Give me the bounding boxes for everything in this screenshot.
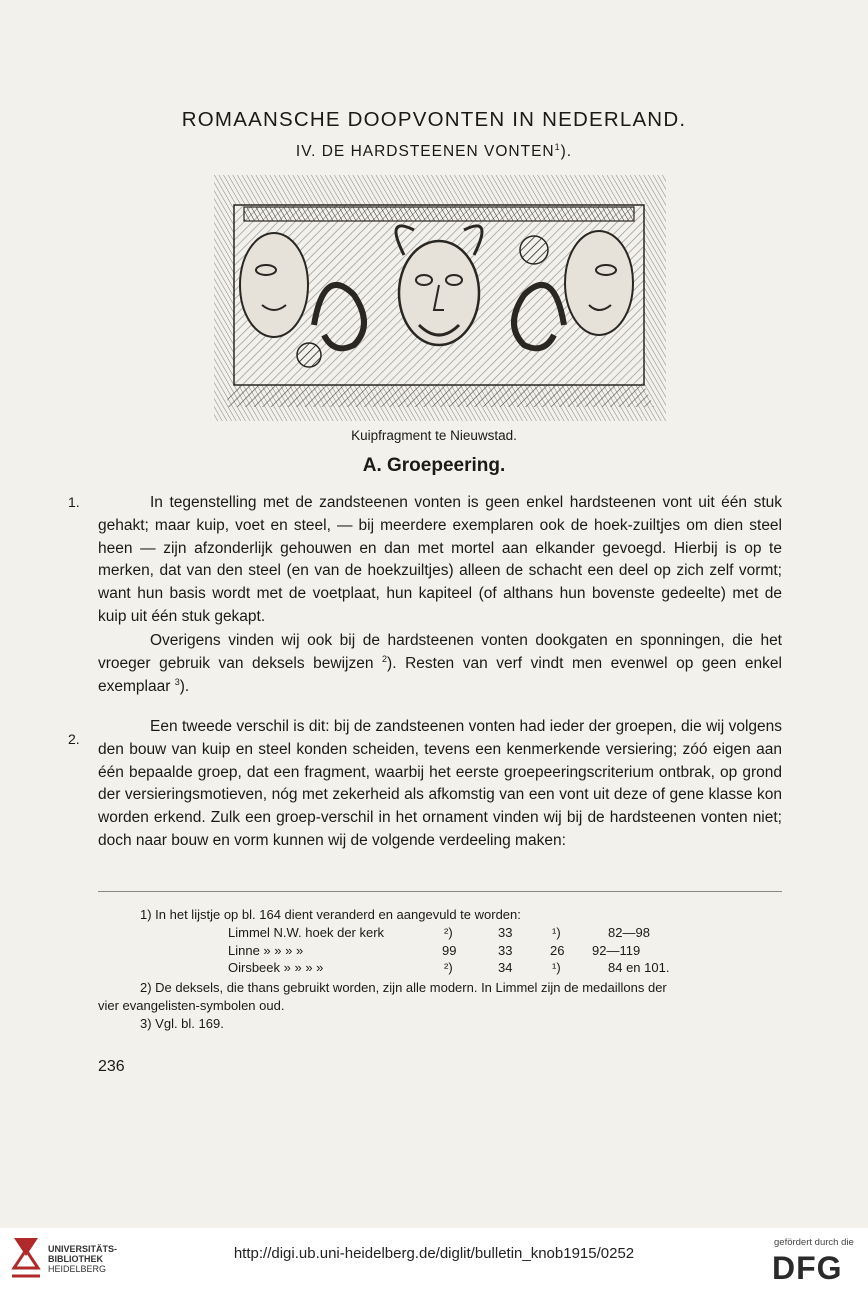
row-col-d: 82—98: [608, 925, 650, 940]
paragraph-1-text: In tegenstelling met de zandsteenen vonten is geen enkel hardsteenen vont uit één stuk gehakt; maar kuip, voet en steel, — bij meerdere exemplaren ook de hoek-zuiltjes om dien steel heen — zijn afzonderlijk gehouwen en dan met mortel aan elkander gevoegd. Hierbij is op te merken, dat van den steel (en van de hoekzuiltjes) alleen de schacht een deel op zich zelf vormt; want hun basis wordt met de voetplaat, hun kapiteel (of althans hun bovenste gedeelte) met de kuip uit één stuk gekapt.: [98, 494, 782, 625]
paragraph-2-text-b: ). Resten van verf vindt men evenwel op geen enkel exemplaar: [98, 654, 782, 695]
article-subtitle: [0, 143, 868, 161]
footnote-2-line-1: 2) De deksels, die thans gebruikt worden, zijn alle modern. In Limmel zijn de medaillons der: [140, 980, 667, 995]
library-line-1: UNIVERSITÄTS-: [48, 1244, 118, 1254]
paragraph-number-2: 2.: [68, 731, 80, 747]
footnote-divider: [98, 891, 782, 892]
paragraph-1: [98, 492, 782, 629]
dfg-logo: DFG: [772, 1250, 843, 1286]
library-line-2: BIBLIOTHEK: [48, 1254, 103, 1264]
row-name: Oirsbeek » » » »: [228, 960, 324, 975]
page-number: 236: [98, 1058, 125, 1075]
paragraph-2: [98, 630, 782, 698]
row-col-a: 99: [442, 942, 457, 958]
font-fragment-illustration: [214, 175, 666, 421]
footnote-1: 1) In het lijstje op bl. 164 dient veranderd en aangevuld te worden:: [140, 907, 521, 922]
paragraph-3: [98, 716, 782, 853]
subtitle-text: IV. DE HARDSTEENEN VONTEN: [295, 143, 555, 160]
subtitle-end: ).: [560, 143, 573, 160]
footnote-ref-2: 2: [382, 653, 388, 664]
paragraph-3-text: Een tweede verschil is dit: bij de zandsteenen vonten had ieder der groepen, die wij volgens den bouw van kuip en steel konden scheiden, tevens een kenmerkende versiering; zóó eigen aan één bepaalde groep, dat een fragment, waarbij het eerste groepeeringscriterium ontbrak, op grond der versieringsmotieven, nóg met zekerheid als afkomstig van een vont uit deze of gene klasse kon worden erkend. Zulk een groep-verschil in het ornament vinden wij bij de hardsteenen vonten niet; doch naar bouw en vorm kunnen wij de volgende verdeeling maken:: [98, 718, 782, 849]
row-col-d: 84 en 101.: [608, 960, 670, 975]
row-name: Limmel N.W. hoek der kerk: [228, 925, 385, 940]
row-name: Linne » » » »: [228, 942, 304, 958]
paragraph-2-text-a: Overigens vinden wij ook bij de hardsteenen vonten dookgaten en sponningen, die het vroeger gebruik van deksels bewijzen: [98, 632, 782, 672]
footnote-2-line-2: vier evangelisten-symbolen oud.: [98, 998, 285, 1013]
funding-note: gefördert durch die: [774, 1237, 854, 1248]
row-col-c: 26: [550, 942, 565, 958]
row-col-a: ²): [444, 960, 453, 975]
row-col-b: 33: [498, 925, 513, 940]
footnote-ref-3: 3: [174, 676, 180, 687]
row-col-d: 92—119: [592, 942, 641, 958]
article-title: ROMAANSCHE DOOPVONTEN IN NEDERLAND.: [181, 108, 687, 131]
row-col-b: 34: [498, 960, 513, 975]
figure-caption: Kuipfragment te Nieuwstad.: [351, 428, 517, 443]
paragraph-number-1: 1.: [68, 494, 80, 510]
section-heading: A. Groepeering.: [362, 455, 506, 476]
permalink-url[interactable]: http://digi.ub.uni-heidelberg.de/diglit/bulletin_knob1915/0252: [233, 1245, 635, 1262]
subtitle-footnote-ref: 1: [554, 141, 561, 152]
library-line-3: HEIDELBERG: [48, 1264, 107, 1274]
row-col-a: ²): [444, 925, 453, 940]
row-col-b: 33: [498, 942, 513, 958]
row-col-c: ¹): [552, 960, 561, 975]
paragraph-2-text-c: ).: [179, 677, 190, 695]
footnote-3: 3) Vgl. bl. 169.: [140, 1016, 224, 1031]
row-col-c: ¹): [552, 925, 561, 940]
